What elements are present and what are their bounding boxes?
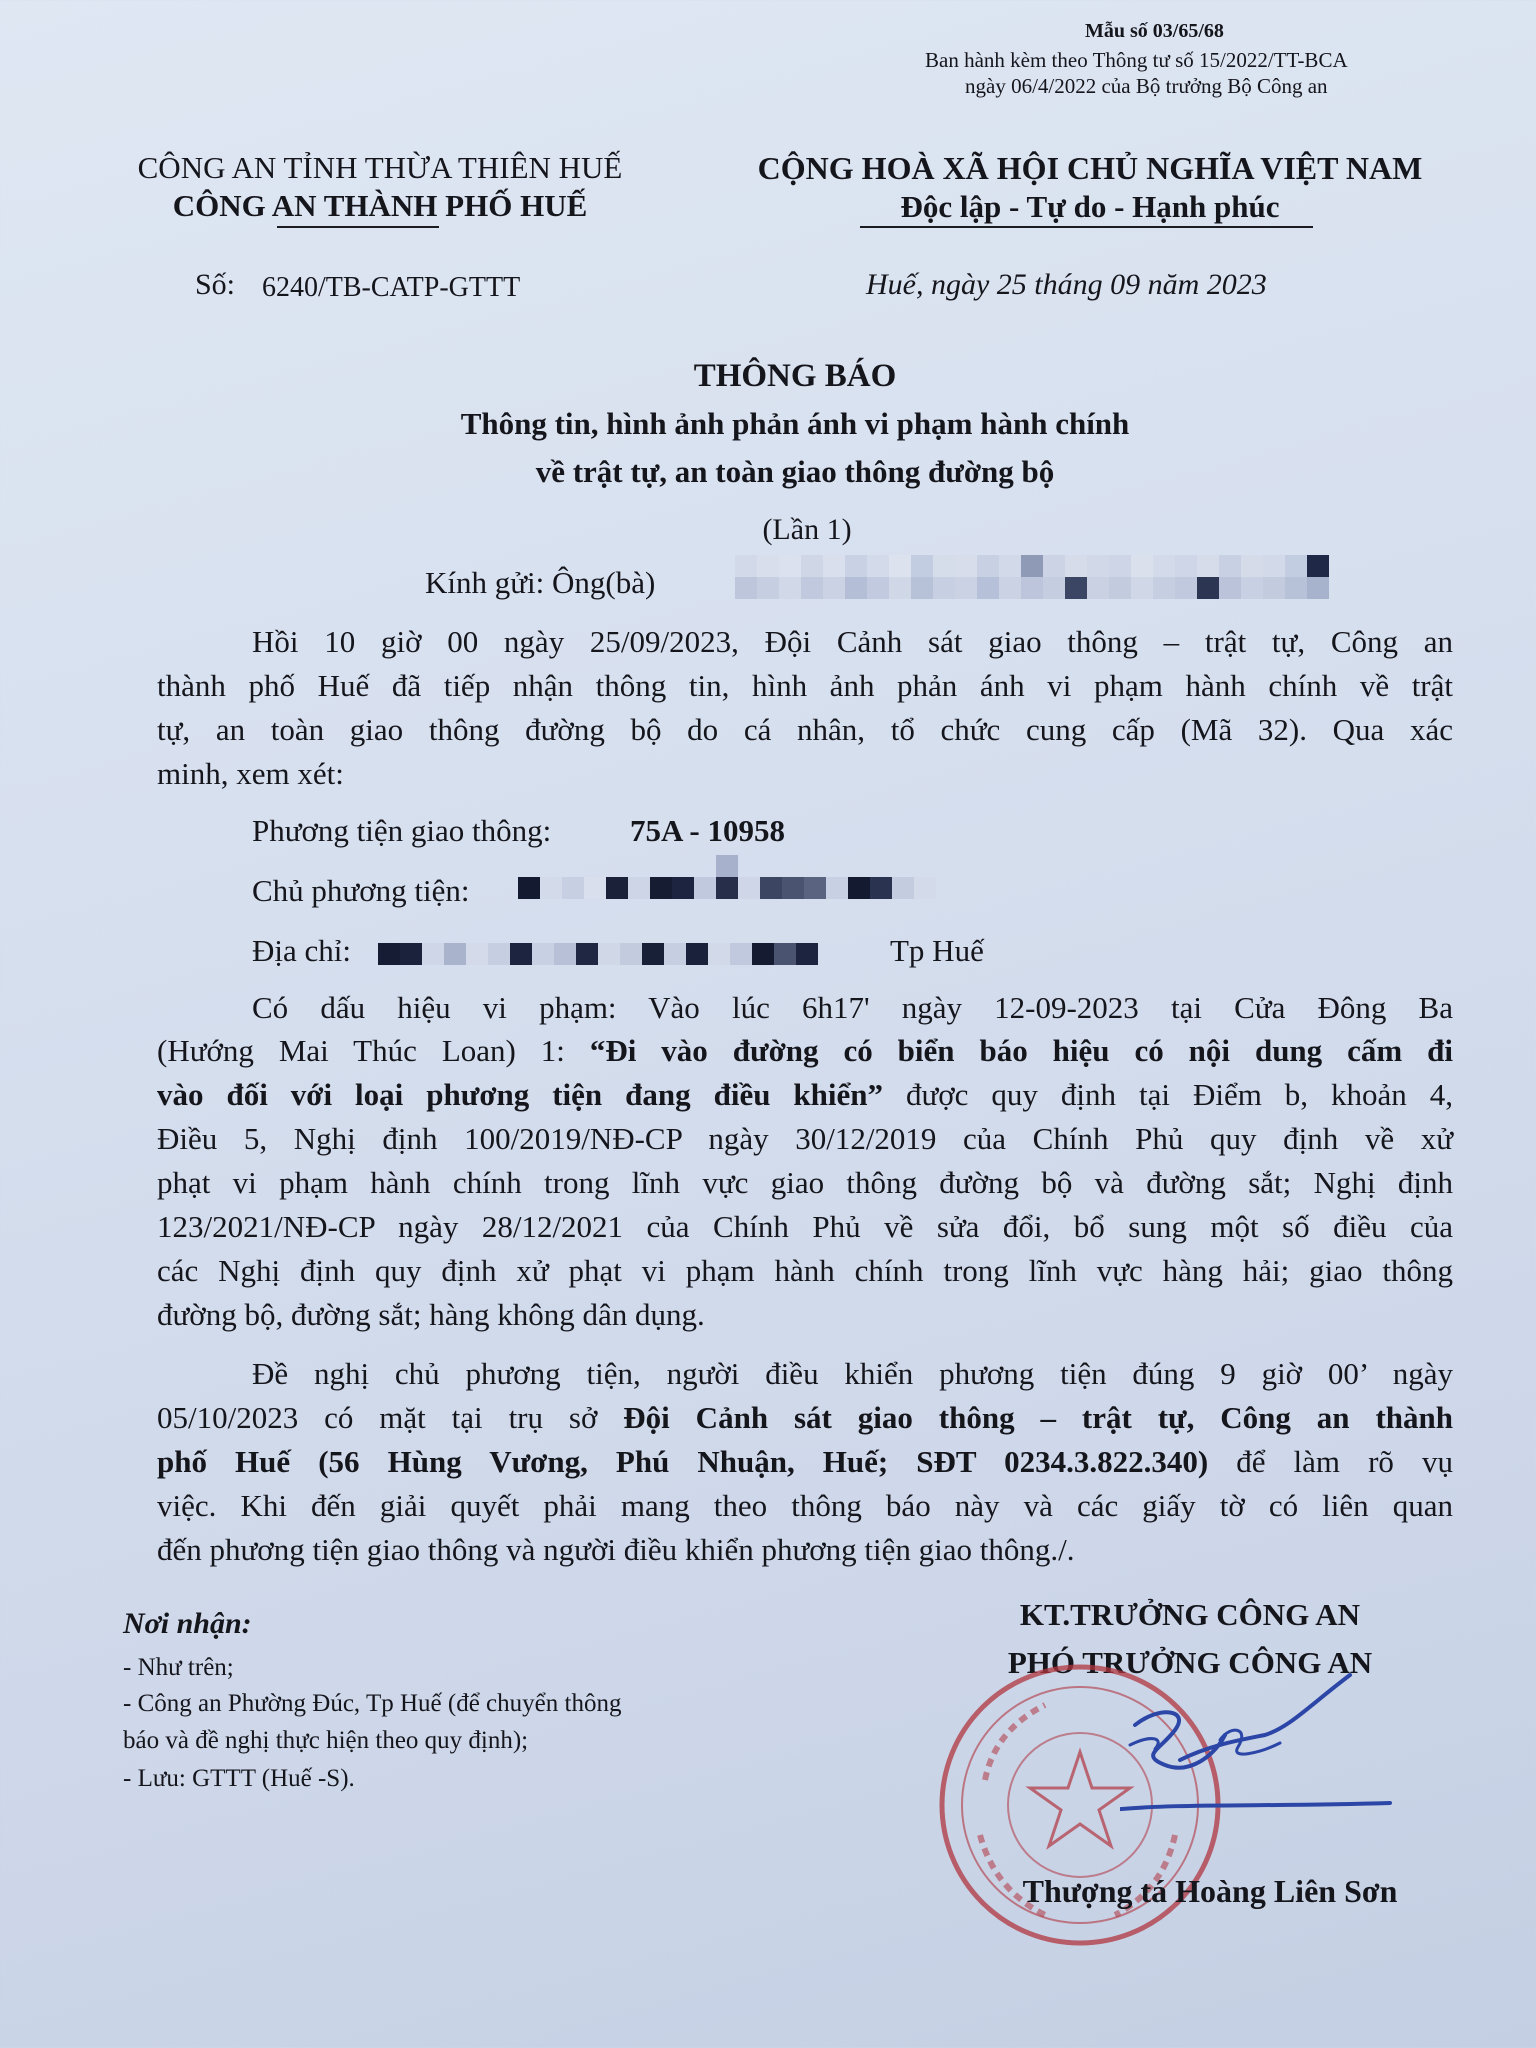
document-title: THÔNG BÁO xyxy=(693,358,897,394)
request-line-5: đến phương tiện giao thông và người điều khiển phương tiện giao thông./. xyxy=(157,1532,1075,1567)
request-line-4: việc. Khi đến giải quyết phải mang theo thông báo này và các giấy tờ có liên quan xyxy=(157,1488,1453,1523)
request-line-3-bold: phố Huế (56 Hùng Vương, Phú Nhuận, Huế; SĐT 0234.3.822.340) xyxy=(157,1444,1209,1479)
vehicle-label: Phương tiện giao thông: xyxy=(252,813,552,848)
violation-line-3 xyxy=(157,1077,1453,1113)
violation-line-2-plain: (Hướng Mai Thúc Loan) 1: xyxy=(157,1033,590,1068)
document-subtitle-1: Thông tin, hình ảnh phản ánh vi phạm hành chính xyxy=(460,406,1130,441)
violation-line-5: phạt vi phạm hành chính trong lĩnh vực giao thông đường bộ và đường sắt; Nghị định xyxy=(157,1165,1453,1200)
address-label: Địa chỉ: xyxy=(252,933,351,968)
violation-line-2-bold: “Đi vào đường có biển báo hiệu có nội dung cấm đi xyxy=(589,1033,1454,1068)
violation-line-6: 123/2021/NĐ-CP ngày 28/12/2021 của Chính Phủ về sửa đổi, bổ sung một số điều của xyxy=(157,1209,1453,1244)
agency-underline xyxy=(277,226,439,228)
signer-name: Thượng tá Hoàng Liên Sơn xyxy=(1022,1873,1398,1909)
doc-number: 6240/TB-CATP-GTTT xyxy=(262,272,521,303)
signature-title-1: KT.TRƯỞNG CÔNG AN xyxy=(1019,1597,1361,1632)
recipient-item-3: - Lưu: GTTT (Huế -S). xyxy=(123,1765,355,1792)
violation-line-3-plain: được quy định tại Điểm b, khoản 4, xyxy=(883,1077,1453,1112)
vehicle-plate: 75A - 10958 xyxy=(630,813,785,848)
form-issued-with: Ban hành kèm theo Thông tư số 15/2022/TT-BCA xyxy=(925,48,1348,72)
intro-line-1: Hồi 10 giờ 00 ngày 25/09/2023, Đội Cảnh sát giao thông – trật tự, Công an xyxy=(252,624,1453,659)
recipient-item-2b: báo và đề nghị thực hiện theo quy định); xyxy=(123,1727,529,1754)
agency-parent: CÔNG AN TỈNH THỪA THIÊN HUẾ xyxy=(137,150,623,185)
doc-number-label: Số: xyxy=(195,268,236,301)
violation-line-1: Có dấu hiệu vi phạm: Vào lúc 6h17' ngày 12-09-2023 tại Cửa Đông Ba xyxy=(252,990,1453,1025)
signature-title-2: PHÓ TRƯỞNG CÔNG AN xyxy=(1007,1645,1373,1680)
address-city: Tp Huế xyxy=(890,933,984,968)
intro-line-3: tự, an toàn giao thông đường bộ do cá nhân, tổ chức cung cấp (Mã 32). Qua xác xyxy=(157,712,1453,747)
document-subtitle-2: về trật tự, an toàn giao thông đường bộ xyxy=(535,454,1055,489)
recipient-label: Kính gửi: Ông(bà) xyxy=(425,565,656,600)
request-line-2-bold: Đội Cảnh sát giao thông – trật tự, Công an thành xyxy=(623,1400,1453,1435)
violation-line-3-bold: vào đối với loại phương tiện đang điều khiển” xyxy=(157,1077,884,1112)
redacted-address xyxy=(378,943,818,965)
motto-underline xyxy=(860,226,1313,228)
request-line-2 xyxy=(157,1400,1453,1436)
request-line-1: Đề nghị chủ phương tiện, người điều khiển phương tiện đúng 9 giờ 00’ ngày xyxy=(252,1356,1453,1391)
form-number: Mẫu số 03/65/68 xyxy=(1085,20,1224,42)
national-motto: Độc lập - Tự do - Hạnh phúc xyxy=(900,189,1280,224)
handwritten-signature-icon xyxy=(1120,1665,1400,1835)
redacted-recipient-name xyxy=(735,555,1329,599)
violation-line-7: các Nghị định quy định xử phạt vi phạm hành chính trong lĩnh vực hàng hải; giao thông xyxy=(157,1253,1453,1288)
intro-line-4: minh, xem xét: xyxy=(157,756,344,791)
form-issued-date: ngày 06/4/2022 của Bộ trưởng Bộ Công an xyxy=(965,74,1328,98)
owner-label: Chủ phương tiện: xyxy=(252,873,470,908)
place-date: Huế, ngày 25 tháng 09 năm 2023 xyxy=(866,268,1267,301)
violation-line-2 xyxy=(157,1033,1453,1069)
agency-name: CÔNG AN THÀNH PHỐ HUẾ xyxy=(172,188,588,223)
redacted-owner-name xyxy=(518,855,936,899)
request-line-3-plain: để làm rõ vụ xyxy=(1208,1444,1453,1479)
nation-name: CỘNG HOÀ XÃ HỘI CHỦ NGHĨA VIỆT NAM xyxy=(757,150,1423,186)
intro-line-2: thành phố Huế đã tiếp nhận thông tin, hình ảnh phản ánh vi phạm hành chính về trật xyxy=(157,668,1453,703)
recipients-heading: Nơi nhận: xyxy=(123,1607,252,1640)
recipient-item-1: - Như trên; xyxy=(123,1654,234,1681)
violation-line-4: Điều 5, Nghị định 100/2019/NĐ-CP ngày 30/12/2019 của Chính Phủ quy định về xử xyxy=(157,1121,1453,1156)
request-line-2-plain: 05/10/2023 có mặt tại trụ sở xyxy=(157,1400,624,1435)
request-line-3 xyxy=(157,1444,1453,1480)
occurrence-number: (Lần 1) xyxy=(762,513,852,546)
violation-line-8: đường bộ, đường sắt; hàng không dân dụng. xyxy=(157,1297,705,1332)
recipient-item-2a: - Công an Phường Đúc, Tp Huế (để chuyển thông xyxy=(123,1690,622,1717)
